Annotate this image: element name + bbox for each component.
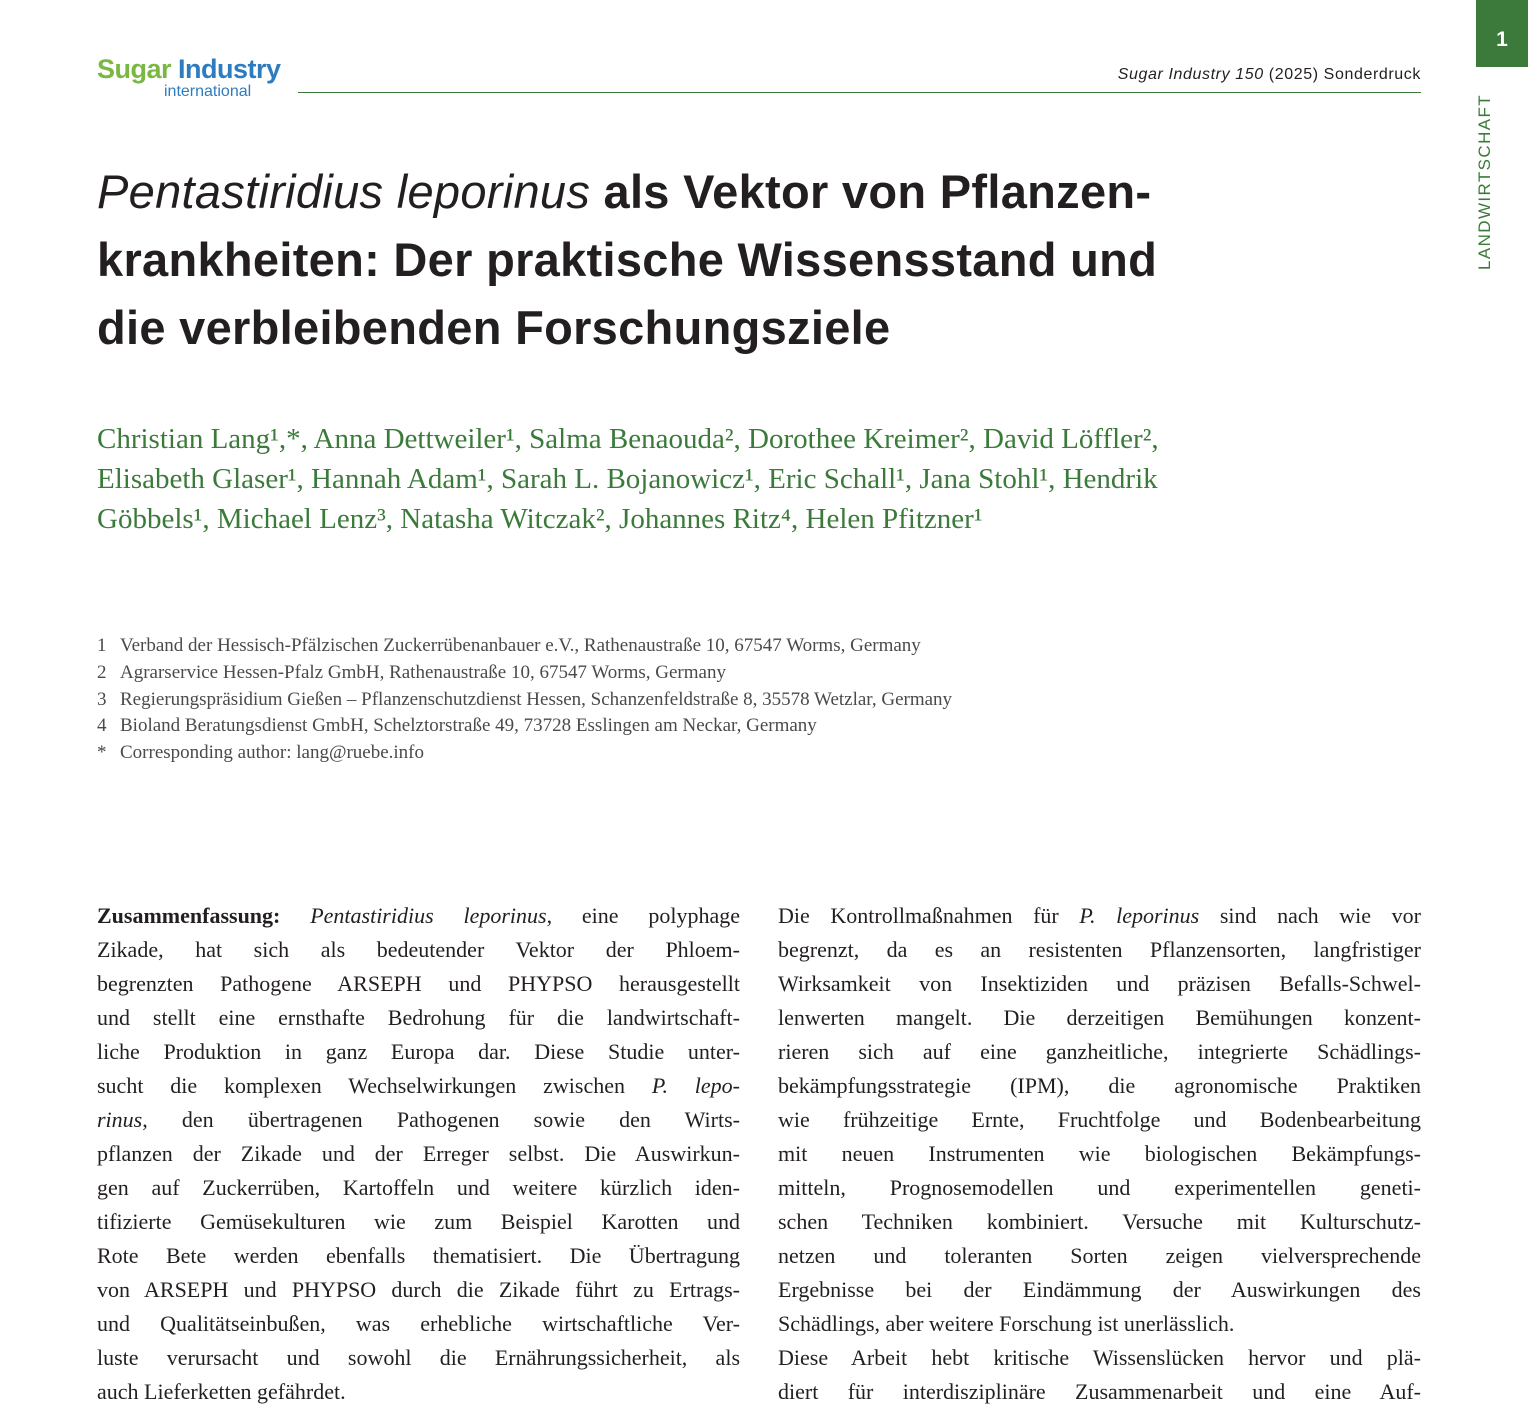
abstract-line: Schädlings, aber weitere Forschung ist unerlässlich.: [778, 1311, 1235, 1336]
page-number-tab: 1: [1476, 0, 1528, 67]
affiliation-item: [97, 633, 952, 660]
title-line-3: die verbleibenden Forschungsziele: [97, 301, 891, 354]
affiliation-number: 3: [97, 688, 107, 710]
abstract-line: netzen und toleranten Sorten zeigen vielversprechende: [778, 1243, 1421, 1268]
article-title: [97, 158, 1397, 362]
abstract-line: schen Techniken kombiniert. Versuche mit Kulturschutz-: [778, 1209, 1421, 1234]
abstract-line: bekämpfungsstrategie (IPM), die agronomische Praktiken: [778, 1073, 1421, 1098]
abstract-text: sind nach wie vor: [1199, 903, 1421, 928]
abstract-line: [778, 899, 1421, 933]
abstract-line: lenwerten mangelt. Die derzeitigen Bemühungen konzent-: [778, 1005, 1421, 1030]
authors-line-3: Göbbels¹, Michael Lenz³, Natasha Witczak², Johannes Ritz⁴, Helen Pfitzner¹: [97, 503, 983, 535]
affiliation-text: Agrarservice Hessen-Pfalz GmbH, Rathenaustraße 10, 67547 Worms, Germany: [120, 661, 726, 683]
abstract-line: liche Produktion in ganz Europa dar. Diese Studie unter-: [97, 1039, 740, 1064]
affiliation-text: Corresponding author: lang@ruebe.info: [120, 742, 425, 764]
logo-industry: Industry: [178, 54, 281, 84]
abstract-line: mitteln, Prognosemodellen und experimentellen geneti-: [778, 1175, 1421, 1200]
abstract-text: Die Kontrollmaßnahmen für: [778, 903, 1080, 928]
abstract-label: Zusammenfassung:: [97, 903, 281, 928]
logo-wordmark: [97, 54, 281, 84]
abstract-column-left: [97, 899, 740, 1409]
abstract-line: begrenzt, da es an resistenten Pflanzensorten, langfristiger: [778, 937, 1421, 962]
logo-sugar: Sugar: [97, 54, 172, 84]
affiliation-number: 4: [97, 715, 107, 737]
affiliations: [97, 633, 952, 767]
author-list: [97, 419, 1427, 539]
abstract-line: [97, 1069, 740, 1103]
abstract-text: , eine polyphage: [546, 903, 741, 928]
abstract-line: Ergebnisse bei der Eindämmung der Auswirkungen des: [778, 1277, 1421, 1302]
abstract-line: gen auf Zuckerrüben, Kartoffeln und weitere kürzlich iden-: [97, 1175, 740, 1200]
logo-international: international: [164, 83, 252, 100]
journal-issue: (2025) Sonderdruck: [1263, 66, 1421, 83]
affiliation-text: Verband der Hessisch-Pfälzischen Zuckerrübenanbauer e.V., Rathenaustraße 10, 67547 Worms, Germany: [120, 635, 921, 656]
journal-name: Sugar Industry 150: [1117, 66, 1264, 83]
abstract-line: Rote Bete werden ebenfalls thematisiert. Die Übertragung: [97, 1243, 740, 1268]
abstract-line: tifizierte Gemüsekulturen wie zum Beispiel Karotten und: [97, 1209, 740, 1234]
species-name: P. lepo-: [651, 1073, 740, 1098]
abstract-line: rieren sich auf eine ganzheitliche, integrierte Schädlings-: [778, 1039, 1421, 1064]
abstract-line: diert für interdisziplinäre Zusammenarbeit und eine Auf-: [778, 1379, 1421, 1404]
species-name: rinus: [97, 1107, 143, 1132]
species-name: P. leporinus: [1079, 903, 1200, 928]
authors-line-1: Christian Lang¹,*, Anna Dettweiler¹, Salma Benaouda², Dorothee Kreimer², David Löffler²,: [97, 423, 1159, 455]
title-line-2: krankheiten: Der praktische Wissensstand und: [97, 233, 1158, 286]
affiliation-text: Bioland Beratungsdienst GmbH, Schelztorstraße 49, 73728 Esslingen am Neckar, Germany: [120, 715, 817, 737]
abstract-line: [97, 899, 740, 933]
abstract-line: und stellt eine ernsthafte Bedrohung für die landwirtschaft-: [97, 1005, 740, 1030]
affiliation-text: Regierungspräsidium Gießen – Pflanzenschutzdienst Hessen, Schanzenfeldstraße 8, 35578 Wetzlar, Germany: [120, 688, 953, 710]
abstract-line: mit neuen Instrumenten wie biologischen Bekämpfungs-: [778, 1141, 1421, 1166]
abstract-line: Zikade, hat sich als bedeutender Vektor der Phloem-: [97, 937, 740, 962]
abstract-line: Diese Arbeit hebt kritische Wissenslücken hervor und plä-: [778, 1345, 1421, 1370]
abstract-line: auch Lieferketten gefährdet.: [97, 1379, 346, 1404]
authors-line-2: Elisabeth Glaser¹, Hannah Adam¹, Sarah L. Bojanowicz¹, Eric Schall¹, Jana Stohl¹, Hendrik: [97, 463, 1158, 495]
abstract-line: luste verursacht und sowohl die Ernährungssicherheit, als: [97, 1345, 740, 1370]
abstract-text: , den übertragenen Pathogenen sowie den Wirts-: [142, 1107, 740, 1132]
abstract-line: Wirksamkeit von Insektiziden und präzisen Befalls-Schwel-: [778, 971, 1421, 996]
abstract-line: und Qualitätseinbußen, was erhebliche wirtschaftliche Ver-: [97, 1311, 740, 1336]
affiliation-number: *: [97, 742, 107, 764]
corresponding-author: [97, 740, 952, 767]
abstract-line: wie frühzeitige Ernte, Fruchtfolge und Bodenbearbeitung: [778, 1107, 1421, 1132]
header-rule: [298, 92, 1421, 93]
abstract-column-right: [778, 899, 1421, 1409]
species-name: Pentastiridius leporinus: [310, 903, 547, 928]
abstract-line: [97, 1103, 740, 1137]
journal-logo: [97, 54, 281, 100]
affiliation-item: [97, 687, 952, 714]
affiliation-item: [97, 713, 952, 740]
affiliation-number: 1: [97, 635, 107, 656]
abstract-text: sucht die komplexen Wechselwirkungen zwischen: [97, 1073, 652, 1098]
abstract-line: pflanzen der Zikade und der Erreger selbst. Die Auswirkun-: [97, 1141, 740, 1166]
title-line-1-text: als Vektor von Pflanzen-: [590, 165, 1152, 218]
affiliation-item: [97, 660, 952, 687]
title-species: Pentastiridius leporinus: [97, 165, 591, 218]
affiliation-number: 2: [97, 661, 107, 683]
abstract-line: von ARSEPH und PHYPSO durch die Zikade führt zu Ertrags-: [97, 1277, 740, 1302]
title-line-1: [97, 158, 1397, 226]
abstract-line: begrenzten Pathogene ARSEPH und PHYPSO herausgestellt: [97, 971, 740, 996]
section-label: LANDWIRTSCHAFT: [1475, 93, 1494, 270]
journal-citation: [1118, 66, 1421, 84]
